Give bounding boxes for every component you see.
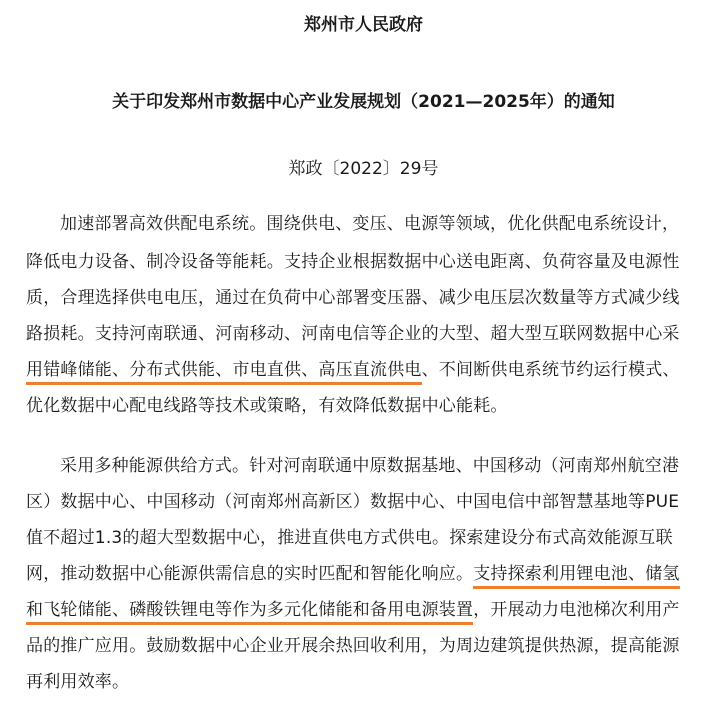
paragraph-line: 优化数据中心配电线路等技术或策略，有效降低数据中心能耗。 <box>26 396 508 416</box>
line-text: 网，推动数据中心能源供需信息的实时匹配和智能化响应。 <box>26 564 474 584</box>
paragraph-line: 品的推广应用。鼓励数据中心企业开展余热回收利用，为周边建筑提供热源，提高能源 <box>26 636 680 656</box>
paragraph-line <box>26 598 680 622</box>
paragraph-line <box>26 562 680 586</box>
paragraph-line: 加速部署高效供配电系统。围绕供电、变压、电源等领域，优化供配电系统设计， <box>60 214 680 234</box>
issuing-authority: 郑州市人民政府 <box>304 15 423 35</box>
notice-title: 关于印发郑州市数据中心产业发展规划（2021—2025年）的通知 <box>112 92 615 112</box>
paragraph-line <box>26 358 680 382</box>
highlighted-text: 和飞轮储能、磷酸铁锂电等作为多元化储能和备用电源装置 <box>26 600 473 625</box>
highlighted-text: 用错峰储能、分布式供能、市电直供、高压直流供电 <box>26 360 422 385</box>
line-text: 、不间断供电系统节约运行模式、 <box>421 360 680 380</box>
paragraph-line: 降低电力设备、制冷设备等能耗。支持企业根据数据中心送电距离、负荷容量及电源性 <box>26 252 680 272</box>
highlighted-text: 支持探索利用锂电池、储氢 <box>473 564 679 589</box>
paragraph-line: 路损耗。支持河南联通、河南移动、河南电信等企业的大型、超大型互联网数据中心采 <box>26 324 680 344</box>
line-text: ，开展动力电池梯次利用产 <box>473 600 680 620</box>
paragraph-line: 值不超过1.3的超大型数据中心，推进直供电方式供电。探索建设分布式高效能源互联 <box>26 528 673 548</box>
paragraph-line: 区）数据中心、中国移动（河南郑州高新区）数据中心、中国电信中部智慧基地等PUE <box>26 492 680 512</box>
document-number: 郑政〔2022〕29号 <box>288 159 439 179</box>
paragraph-line: 质，合理选择供电电压，通过在负荷中心部署变压器、减少电压层次数量等方式减少线 <box>26 288 680 308</box>
paragraph-line: 再利用效率。 <box>26 672 130 692</box>
paragraph-line: 采用多种能源供给方式。针对河南联通中原数据基地、中国移动（河南郑州航空港 <box>60 456 680 476</box>
